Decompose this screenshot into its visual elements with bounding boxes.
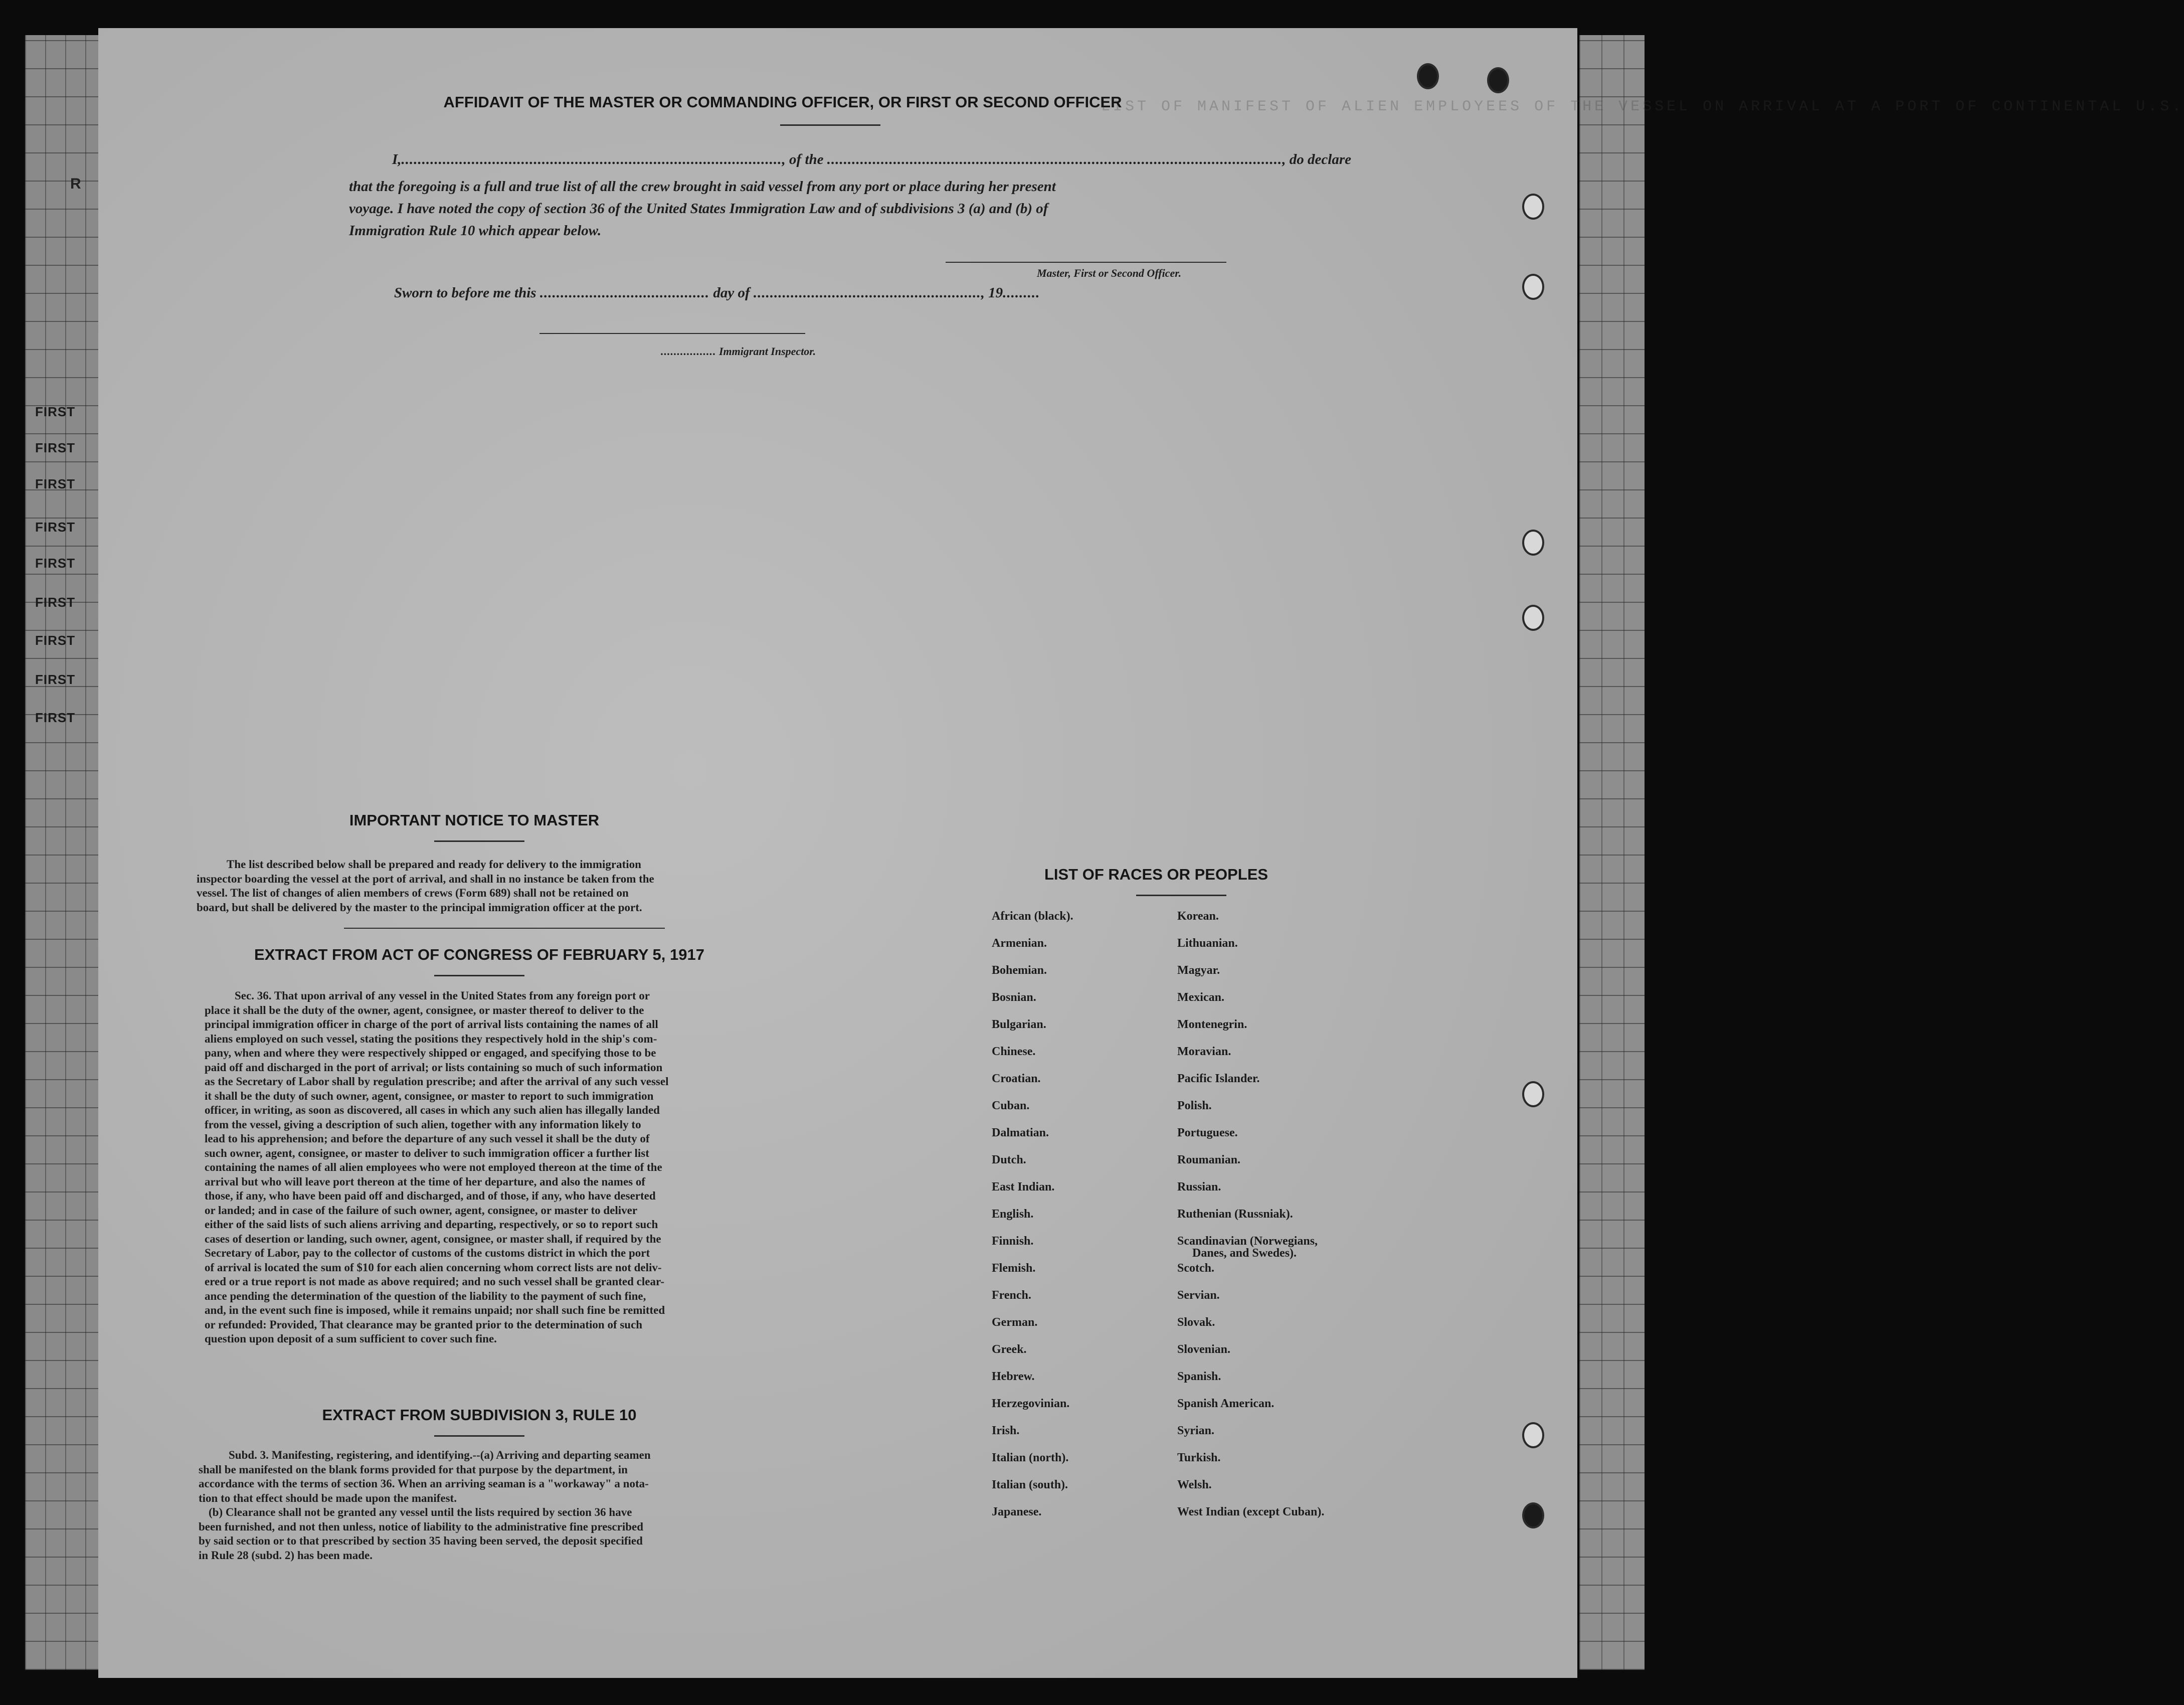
act-line: of arrival is located the sum of $10 for each alien concerning whom correct lists are not deliv- <box>205 1261 662 1274</box>
notice-divider <box>434 840 524 842</box>
act-line: arrival but who will leave port thereon at the time of her departure, and also the names of <box>205 1175 646 1188</box>
race-item: Turkish. <box>1177 1451 1221 1464</box>
sworn-prefix: Sworn to before me this <box>394 285 536 301</box>
races-left-column <box>992 909 1073 1531</box>
act-line: such owner, agent, consignee, or master to deliver to such immigration officer a further list <box>205 1146 649 1159</box>
rule-line: been furnished, and not then unless, notice of liability to the administrative fine prescribed <box>199 1520 644 1533</box>
punch-hole <box>1522 1081 1544 1107</box>
punch-hole <box>1417 63 1439 89</box>
affidavit-line-1: I,............................................................................................, of the .............................................................................................................., do declare <box>392 151 1351 167</box>
race-item: Bulgarian. <box>992 1018 1046 1031</box>
race-item: Dutch. <box>992 1153 1026 1166</box>
extract-act-title <box>209 946 750 964</box>
races-title-text: LIST OF RACES OR PEOPLES <box>1044 866 1268 883</box>
side-first-label: FIRST <box>35 595 76 610</box>
act-line: principal immigration officer in charge of the port of arrival lists containing the names of all <box>205 1018 658 1031</box>
act-line: pany, when and where they were respectively shipped or engaged, and specifying those to be <box>205 1047 656 1059</box>
side-first-label: FIRST <box>35 404 76 419</box>
underlying-page-right <box>1579 35 1645 1670</box>
notice-title <box>344 811 605 829</box>
rule-line: by said section or to that prescribed by section 35 having been served, the deposit specified <box>199 1534 643 1547</box>
extract-rule-paragraph <box>199 1448 755 1563</box>
race-item: Russian. <box>1177 1180 1221 1194</box>
race-item: East Indian. <box>992 1180 1055 1194</box>
side-first-label: FIRST <box>35 633 76 648</box>
section-divider <box>344 928 665 929</box>
affidavit-title-text: AFFIDAVIT OF THE MASTER OR COMMANDING OFFICER, OR FIRST OR SECOND OFFICER <box>443 93 1122 111</box>
race-item: Irish. <box>992 1424 1020 1437</box>
affidavit-of-the: , of the <box>782 151 824 167</box>
extract-act-paragraph <box>205 989 753 1346</box>
race-item-continuation: Danes, and Swedes). <box>1192 1247 1297 1260</box>
extract-rule-divider <box>434 1435 524 1437</box>
act-line: Sec. 36. That upon arrival of any vessel in the United States from any foreign port or <box>235 989 650 1002</box>
race-item: Chinese. <box>992 1045 1036 1058</box>
inspector-caption: ................. Immigrant Inspector. <box>661 345 816 358</box>
side-first-label: FIRST <box>35 440 76 455</box>
race-item: Croatian. <box>992 1072 1041 1085</box>
punch-hole <box>1522 530 1544 556</box>
side-first-label: FIRST <box>35 556 76 571</box>
race-item: Finnish. <box>992 1235 1034 1248</box>
race-item: Pacific Islander. <box>1177 1072 1260 1085</box>
race-item: French. <box>992 1289 1031 1302</box>
race-item: Scotch. <box>1177 1262 1214 1275</box>
race-item: Servian. <box>1177 1289 1220 1302</box>
act-line: aliens employed on such vessel, stating the positions they respectively hold in the ship's com- <box>205 1032 657 1045</box>
race-item: Scandinavian (Norwegians, <box>1177 1235 1318 1248</box>
notice-line: board, but shall be delivered by the master to the principal immigration officer at the port. <box>197 901 642 914</box>
notice-line: The list described below shall be prepared and ready for delivery to the immigration <box>227 858 641 871</box>
race-item-multiline <box>1177 1234 1324 1261</box>
punch-hole <box>1522 605 1544 631</box>
bleed-through-text: LIST OF MANIFEST OF ALIEN EMPLOYEES OF THE VESSEL ON ARRIVAL AT A PORT OF CONTINENTAL U.S. <box>1101 98 2184 115</box>
race-item: Italian (north). <box>992 1451 1069 1464</box>
rule-line: (b) Clearance shall not be granted any vessel until the lists required by section 36 have <box>209 1506 632 1518</box>
punch-hole <box>1522 1502 1544 1528</box>
act-line: either of the said lists of such aliens arriving and departing, respectively, or so to report such <box>205 1218 658 1231</box>
affidavit-line-3: voyage. I have noted the copy of section 36 of the United States Immigration Law and of subdivisions 3 (a) and (b) of <box>349 201 1048 217</box>
act-line: or landed; and in case of the failure of such owner, agent, consignee, or master to deliver <box>205 1204 638 1217</box>
affidavit-i: I, <box>392 151 402 167</box>
race-item: English. <box>992 1208 1034 1221</box>
punch-hole <box>1487 67 1509 93</box>
race-item: Bosnian. <box>992 991 1036 1004</box>
race-item: Flemish. <box>992 1262 1036 1275</box>
race-item: Hebrew. <box>992 1370 1035 1383</box>
act-line: as the Secretary of Labor shall by regulation prescribe; and after the arrival of any such vessel <box>205 1075 669 1088</box>
rule-line: in Rule 28 (subd. 2) has been made. <box>199 1549 373 1562</box>
extract-act-title-text: EXTRACT FROM ACT OF CONGRESS OF FEBRUARY 5, 1917 <box>254 946 704 963</box>
race-item: Bohemian. <box>992 964 1047 977</box>
act-line: it shall be the duty of such owner, agent, consignee, or master to report to such immigration <box>205 1089 654 1102</box>
races-title <box>1016 866 1297 884</box>
race-item: Greek. <box>992 1343 1027 1356</box>
race-item: Moravian. <box>1177 1045 1231 1058</box>
race-item: Armenian. <box>992 937 1047 950</box>
officer-signature-line <box>946 262 1226 263</box>
notice-line: vessel. The list of changes of alien members of crews (Form 689) shall not be retained on <box>197 887 629 899</box>
race-item: Dalmatian. <box>992 1126 1049 1139</box>
race-item: Slovenian. <box>1177 1343 1231 1356</box>
race-item: German. <box>992 1316 1038 1329</box>
race-item: African (black). <box>992 910 1073 923</box>
rule-line: shall be manifested on the blank forms provided for that purpose by the department, in <box>199 1463 628 1476</box>
inspector-caption-text: Immigrant Inspector. <box>719 345 816 358</box>
notice-title-text: IMPORTANT NOTICE TO MASTER <box>349 811 600 829</box>
affidavit-line-2: that the foregoing is a full and true list of all the crew brought in said vessel from any port or place during her present <box>349 179 1056 195</box>
notice-paragraph <box>197 858 757 915</box>
officer-caption: Master, First or Second Officer. <box>1037 267 1182 279</box>
rule-line: Subd. 3. Manifesting, registering, and identifying.--(a) Arriving and departing seamen <box>229 1449 651 1461</box>
sworn-year: , 19 <box>981 285 1003 301</box>
sworn-day: day of <box>713 285 750 301</box>
race-item: Spanish. <box>1177 1370 1221 1383</box>
side-first-label: FIRST <box>35 520 76 535</box>
extract-act-divider <box>434 975 524 976</box>
race-item: Korean. <box>1177 910 1219 923</box>
race-item: Montenegrin. <box>1177 1018 1247 1031</box>
act-line: paid off and discharged in the port of arrival; or lists containing so much of such information <box>205 1061 663 1074</box>
race-item: Magyar. <box>1177 964 1220 977</box>
race-item: Cuban. <box>992 1099 1030 1112</box>
punch-hole <box>1522 1422 1544 1448</box>
punch-hole <box>1522 194 1544 220</box>
act-line: cases of desertion or landing, such owner, agent, consignee, or master shall, if required by the <box>205 1232 661 1245</box>
side-first-label: FIRST <box>35 672 76 687</box>
affidavit-declare: , do declare <box>1282 151 1351 167</box>
race-item: Roumanian. <box>1177 1153 1241 1166</box>
race-item: Welsh. <box>1177 1478 1212 1491</box>
act-line: ance pending the determination of the question of the liability to the payment of such fine, <box>205 1289 646 1302</box>
act-line: place it shall be the duty of the owner, agent, consignee, or master thereof to deliver to the <box>205 1003 644 1016</box>
punch-hole <box>1522 274 1544 300</box>
act-line: containing the names of all alien employees who were not employed thereon at the time of the <box>205 1161 662 1173</box>
race-item: Slovak. <box>1177 1316 1215 1329</box>
inspector-signature-line <box>539 333 805 334</box>
race-item: Syrian. <box>1177 1424 1215 1437</box>
race-item: Italian (south). <box>992 1478 1068 1491</box>
act-line: lead to his apprehension; and before the departure of any such vessel it shall be the duty of <box>205 1132 650 1145</box>
race-item: Spanish American. <box>1177 1397 1275 1410</box>
notice-line: inspector boarding the vessel at the port of arrival, and shall in no instance be taken from the <box>197 872 654 885</box>
race-item: Polish. <box>1177 1099 1212 1112</box>
act-line: officer, in writing, as soon as discovered, all cases in which any such alien has illegally landed <box>205 1104 660 1116</box>
race-item: Lithuanian. <box>1177 937 1238 950</box>
act-line: ered or a true report is not made as above required; and no such vessel shall be granted clear- <box>205 1275 664 1288</box>
race-item: Portuguese. <box>1177 1126 1238 1139</box>
rule-line: accordance with the terms of section 36. When an arriving seaman is a "workaway" a nota- <box>199 1477 649 1490</box>
races-divider <box>1136 895 1226 896</box>
extract-rule-title-text: EXTRACT FROM SUBDIVISION 3, RULE 10 <box>322 1406 637 1424</box>
act-line: those, if any, who have been paid off and discharged, and of those, if any, who have deserted <box>205 1189 656 1202</box>
side-mark-r: R <box>70 176 81 192</box>
extract-rule-title <box>289 1406 670 1424</box>
rule-line: tion to that effect should be made upon the manifest. <box>199 1491 457 1504</box>
underlying-page-left <box>25 35 105 1670</box>
sworn-line: Sworn to before me this ......................................... day of ......................................................., 19......... <box>394 285 1040 301</box>
races-right-column <box>1177 909 1324 1531</box>
race-item: Herzegovinian. <box>992 1397 1070 1410</box>
affidavit-line-4: Immigration Rule 10 which appear below. <box>349 223 602 239</box>
act-line: from the vessel, giving a description of such alien, together with any information likely to <box>205 1118 641 1131</box>
act-line: Secretary of Labor, pay to the collector of customs of the customs district in which the port <box>205 1247 650 1259</box>
act-line: or refunded: Provided, That clearance may be granted prior to the determination of such <box>205 1318 643 1331</box>
side-first-label: FIRST <box>35 710 76 725</box>
act-line: question upon deposit of a sum sufficient to cover such fine. <box>205 1332 497 1345</box>
affidavit-title <box>98 93 1467 111</box>
document-sheet <box>98 28 2184 1678</box>
title-divider <box>780 124 880 126</box>
race-item: Mexican. <box>1177 991 1224 1004</box>
race-item: Japanese. <box>992 1505 1042 1518</box>
race-item: West Indian (except Cuban). <box>1177 1505 1325 1518</box>
side-first-label: FIRST <box>35 476 76 491</box>
race-item: Ruthenian (Russniak). <box>1177 1208 1293 1221</box>
act-line: and, in the event such fine is imposed, while it remains unpaid; nor shall such fine be remitted <box>205 1304 665 1316</box>
